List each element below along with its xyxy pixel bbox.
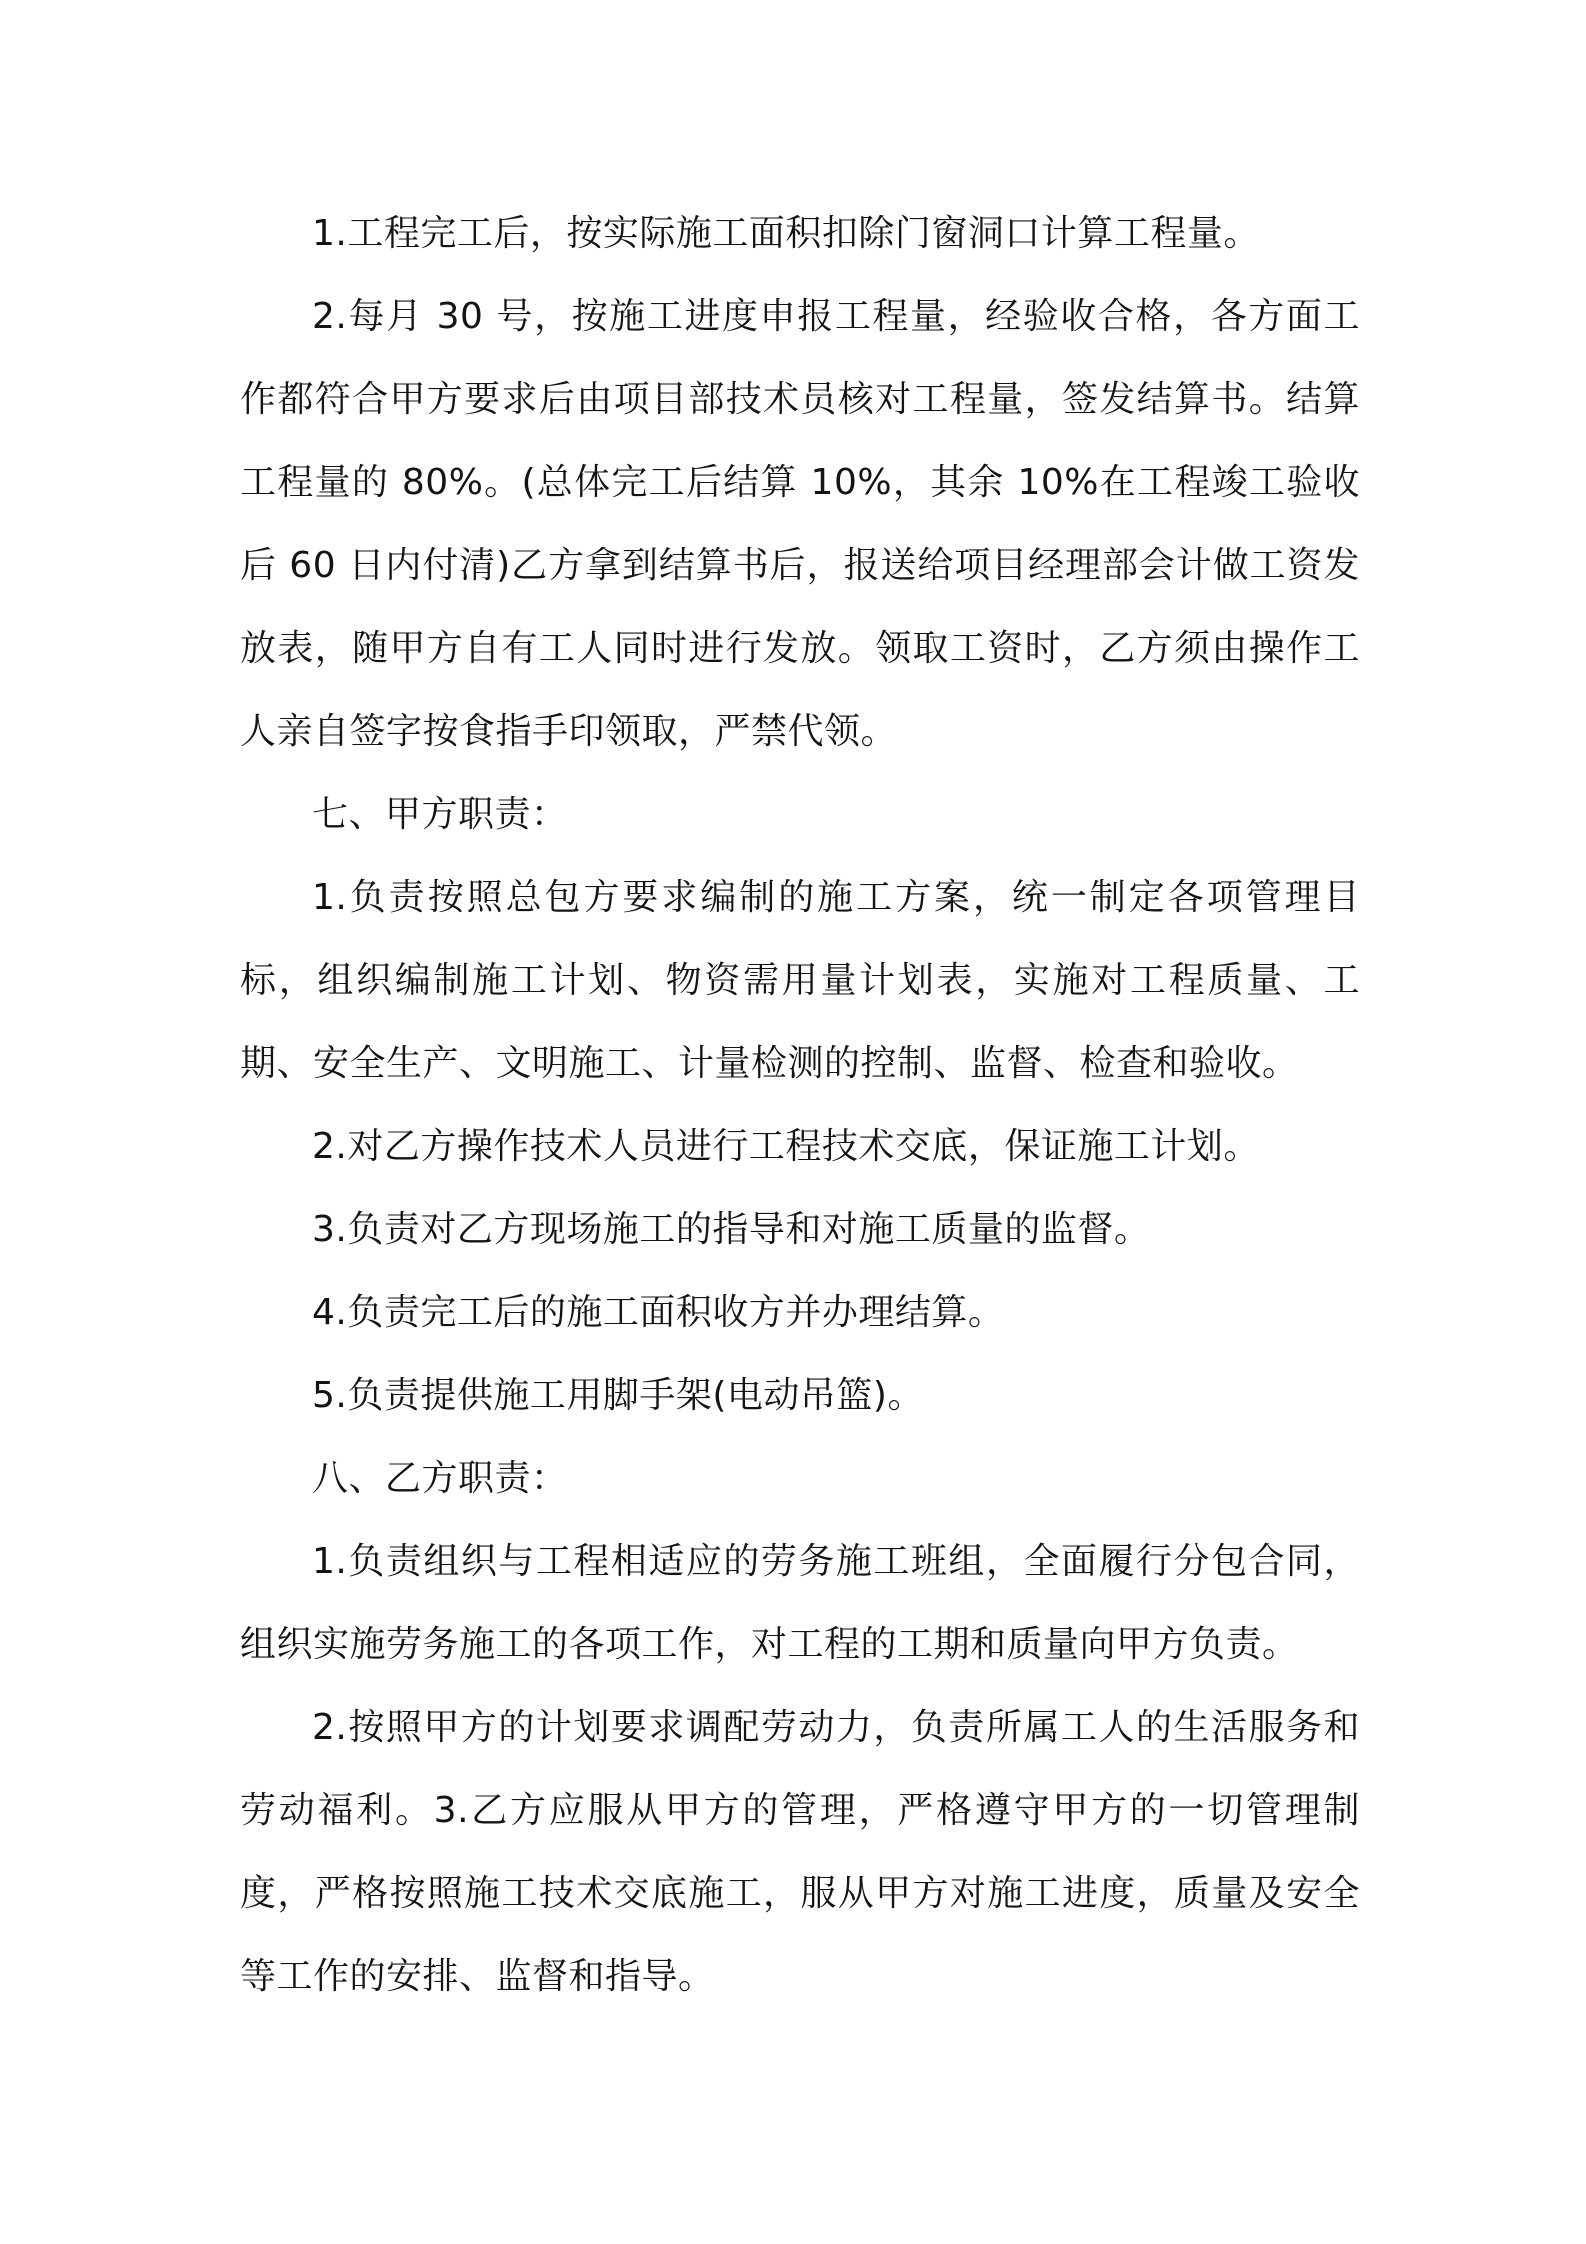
section-heading-party-b-duties: 八、乙方职责： xyxy=(312,1458,568,1499)
paragraph-party-b-duty-1: 1.负责组织与工程相适应的劳务施工班组，全面履行分包合同，组织实施劳务施工的各项工作，对工程的工期和质量向甲方负责。 xyxy=(240,1541,1360,1665)
section-heading-party-a-duties: 七、甲方职责： xyxy=(312,794,568,835)
paragraph-party-a-duty-5: 5.负责提供施工用脚手架(电动吊篮)。 xyxy=(312,1375,924,1416)
paragraph-party-a-duty-3: 3.负责对乙方现场施工的指导和对施工质量的监督。 xyxy=(312,1209,1151,1250)
paragraph-party-a-duty-4: 4.负责完工后的施工面积收方并办理结算。 xyxy=(312,1292,1005,1333)
paragraph-party-a-duty-1: 1.负责按照总包方要求编制的施工方案，统一制定各项管理目标，组织编制施工计划、物资需用量计划表，实施对工程质量、工期、安全生产、文明施工、计量检测的控制、监督、检查和验收。 xyxy=(240,877,1360,1084)
paragraph-settlement-quantity: 1.工程完工后，按实际施工面积扣除门窗洞口计算工程量。 xyxy=(312,213,1260,254)
paragraph-party-a-duty-2: 2.对乙方操作技术人员进行工程技术交底，保证施工计划。 xyxy=(312,1126,1260,1167)
paragraph-monthly-settlement: 2.每月 30 号，按施工进度申报工程量，经验收合格，各方面工作都符合甲方要求后由项目部技术员核对工程量，签发结算书。结算工程量的 80%。(总体完工后结算 10%，其余 10%在工程竣工验收后 60 日内付清)乙方拿到结算书后，报送给项目经理部会计做工资发放表，随甲方自有工人同时进行发放。领取工资时，乙方须由操作工人亲自签字按食指手印领取，严禁代领。 xyxy=(240,296,1360,752)
document-body xyxy=(240,192,1360,2018)
paragraph-party-b-duty-2-3: 2.按照甲方的计划要求调配劳动力，负责所属工人的生活服务和劳动福利。3.乙方应服从甲方的管理，严格遵守甲方的一切管理制度，严格按照施工技术交底施工，服从甲方对施工进度，质量及安全等工作的安排、监督和指导。 xyxy=(240,1707,1360,1997)
